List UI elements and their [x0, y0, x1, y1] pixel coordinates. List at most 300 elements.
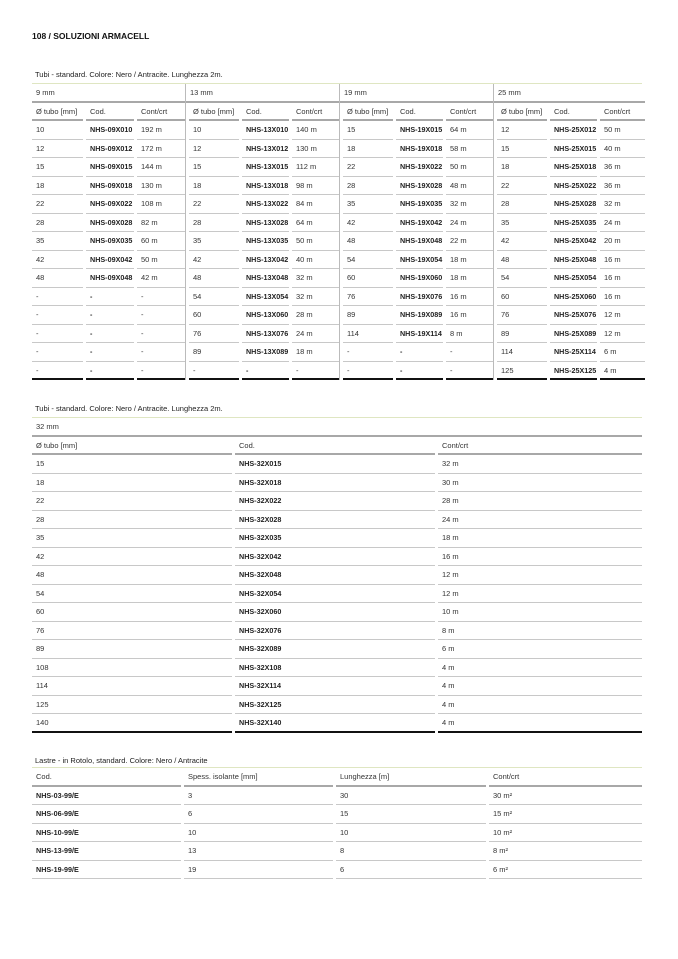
- table-cell: 18 m: [292, 343, 339, 362]
- table-cell: 35: [189, 232, 239, 251]
- table-row: [340, 251, 493, 270]
- table-row: [494, 362, 645, 381]
- table-cell: -: [446, 362, 493, 381]
- table-row: [32, 714, 642, 733]
- table-cell: 19: [184, 861, 333, 880]
- table-cell: Cont/crt: [137, 103, 185, 122]
- table-cell: 6 m²: [489, 861, 642, 880]
- table-cell: 8 m: [446, 325, 493, 344]
- table-cell: NHS-32X125: [235, 696, 435, 715]
- table-cell: 89: [32, 640, 232, 659]
- table-cell: NHS-25X048: [550, 251, 597, 270]
- table-cell: 125: [497, 362, 547, 381]
- table-cell: 4 m: [438, 659, 642, 678]
- table3-title: Lastre - in Rotolo, standard. Colore: Nero / Antracite: [35, 756, 208, 765]
- table-cell: 4 m: [438, 677, 642, 696]
- table-cell: 89: [189, 343, 239, 362]
- table-row: [494, 195, 645, 214]
- table-cell: 76: [343, 288, 393, 307]
- group-header: 19 mm: [340, 84, 493, 103]
- table-cell: NHS-32X018: [235, 474, 435, 493]
- table-cell: 35: [32, 232, 83, 251]
- table-cell: 112 m: [292, 158, 339, 177]
- table-row: [340, 158, 493, 177]
- table-cell: 172 m: [137, 140, 185, 159]
- table-cell: 28 m: [292, 306, 339, 325]
- table-cell: 42 m: [137, 269, 185, 288]
- table-row: [32, 177, 185, 196]
- table-cell: NHS-25X125: [550, 362, 597, 381]
- table-cell: 48 m: [446, 177, 493, 196]
- column-group: [32, 84, 185, 380]
- table-cell: NHS-25X035: [550, 214, 597, 233]
- table-cell: 30: [336, 787, 486, 806]
- table-cell: NHS-19X018: [396, 140, 443, 159]
- table-cell: NHS-32X060: [235, 603, 435, 622]
- table-row: [186, 103, 339, 122]
- table-row: [32, 768, 642, 787]
- table-row: [32, 640, 642, 659]
- group-header: 32 mm: [32, 418, 642, 437]
- table-cell: 108 m: [137, 195, 185, 214]
- table-cell: 20 m: [600, 232, 645, 251]
- table-cell: 28: [32, 511, 232, 530]
- table-row: [32, 306, 185, 325]
- table-cell: -: [137, 306, 185, 325]
- table-row: [32, 842, 642, 861]
- table-cell: 18: [32, 474, 232, 493]
- table-cell: -: [32, 288, 83, 307]
- table-cell: NHS-25X018: [550, 158, 597, 177]
- group-header: 13 mm: [186, 84, 339, 103]
- table-cell: 48: [189, 269, 239, 288]
- table-cell: 18 m: [446, 269, 493, 288]
- table-cell: 42: [189, 251, 239, 270]
- table-row: [32, 251, 185, 270]
- table-cell: -: [86, 306, 134, 325]
- table-row: [32, 362, 185, 381]
- table-row: [340, 306, 493, 325]
- column-group: [339, 84, 493, 380]
- table-row: [186, 158, 339, 177]
- table-row: [32, 214, 185, 233]
- table-cell: NHS-09X012: [86, 140, 134, 159]
- table-row: [32, 787, 642, 806]
- table-row: [186, 177, 339, 196]
- table-cell: 108: [32, 659, 232, 678]
- table3: [32, 768, 642, 879]
- table-cell: 15 m²: [489, 805, 642, 824]
- table-cell: 50 m: [137, 251, 185, 270]
- table-cell: NHS-13X035: [242, 232, 289, 251]
- table-cell: 82 m: [137, 214, 185, 233]
- table-cell: 50 m: [446, 158, 493, 177]
- table-cell: 35: [497, 214, 547, 233]
- table-cell: 4 m: [438, 696, 642, 715]
- table-row: [186, 269, 339, 288]
- table-cell: NHS-09X018: [86, 177, 134, 196]
- table-cell: 15: [189, 158, 239, 177]
- table-row: [340, 214, 493, 233]
- table-row: [186, 343, 339, 362]
- table-cell: 6 m: [600, 343, 645, 362]
- table-cell: 18: [32, 177, 83, 196]
- table-cell: NHS-13X022: [242, 195, 289, 214]
- table-row: [186, 325, 339, 344]
- table-cell: NHS-19X054: [396, 251, 443, 270]
- table-row: [32, 121, 185, 140]
- table-cell: 48: [343, 232, 393, 251]
- table-row: [494, 177, 645, 196]
- table-row: [186, 232, 339, 251]
- table-cell: 15: [336, 805, 486, 824]
- table-row: [32, 529, 642, 548]
- table-cell: -: [86, 362, 134, 381]
- table-row: [494, 140, 645, 159]
- table-cell: NHS-13X048: [242, 269, 289, 288]
- table-cell: NHS-19X060: [396, 269, 443, 288]
- table-cell: NHS-25X114: [550, 343, 597, 362]
- table-cell: 35: [32, 529, 232, 548]
- table-row: [32, 437, 642, 456]
- table-cell: NHS-19X022: [396, 158, 443, 177]
- column-group: [185, 84, 339, 380]
- table-row: [494, 158, 645, 177]
- table-cell: NHS-25X022: [550, 177, 597, 196]
- table-row: [186, 214, 339, 233]
- table2: [32, 418, 642, 733]
- table-cell: 10: [189, 121, 239, 140]
- table-cell: 6: [184, 805, 333, 824]
- table-cell: -: [292, 362, 339, 381]
- table-cell: NHS-06-99/E: [32, 805, 181, 824]
- table-cell: NHS-19X048: [396, 232, 443, 251]
- page-header: 108 / SOLUZIONI ARMACELL: [32, 31, 150, 41]
- table-row: [494, 232, 645, 251]
- table-row: [340, 269, 493, 288]
- table-cell: 22: [189, 195, 239, 214]
- table-cell: 18 m: [438, 529, 642, 548]
- table-cell: 12 m: [600, 325, 645, 344]
- table-cell: 24 m: [446, 214, 493, 233]
- table-cell: NHS-13X076: [242, 325, 289, 344]
- table-row: [186, 306, 339, 325]
- table-cell: 28: [497, 195, 547, 214]
- table-cell: NHS-25X060: [550, 288, 597, 307]
- table-cell: 4 m: [438, 714, 642, 733]
- table-cell: Lunghezza [m]: [336, 768, 486, 787]
- table-cell: 40 m: [600, 140, 645, 159]
- table-cell: 28 m: [438, 492, 642, 511]
- table-row: [32, 548, 642, 567]
- table-cell: -: [32, 362, 83, 381]
- table-row: [494, 325, 645, 344]
- table-cell: -: [86, 343, 134, 362]
- table-row: [186, 288, 339, 307]
- table-cell: -: [137, 288, 185, 307]
- table-cell: 12: [32, 140, 83, 159]
- table2-title: Tubi - standard. Colore: Nero / Antracite. Lunghezza 2m.: [35, 404, 223, 413]
- table-row: [32, 140, 185, 159]
- table-cell: 130 m: [137, 177, 185, 196]
- table-cell: NHS-25X054: [550, 269, 597, 288]
- table-cell: NHS-25X028: [550, 195, 597, 214]
- table-cell: -: [32, 325, 83, 344]
- table-cell: 98 m: [292, 177, 339, 196]
- table-cell: NHS-32X015: [235, 455, 435, 474]
- table-cell: 3: [184, 787, 333, 806]
- table-row: [186, 362, 339, 381]
- table-cell: 22 m: [446, 232, 493, 251]
- table-cell: Cod.: [550, 103, 597, 122]
- table-cell: NHS-09X015: [86, 158, 134, 177]
- table-cell: 60: [32, 603, 232, 622]
- table-cell: Cont/crt: [292, 103, 339, 122]
- table-cell: 54: [189, 288, 239, 307]
- table-cell: 24 m: [438, 511, 642, 530]
- table-row: [32, 805, 642, 824]
- table-cell: Cod.: [32, 768, 181, 787]
- table-cell: 76: [189, 325, 239, 344]
- table-row: [32, 861, 642, 880]
- table-cell: 32 m: [600, 195, 645, 214]
- table-cell: -: [86, 288, 134, 307]
- table-cell: NHS-32X089: [235, 640, 435, 659]
- table-cell: -: [343, 343, 393, 362]
- table-cell: NHS-32X022: [235, 492, 435, 511]
- table-cell: 12 m: [438, 566, 642, 585]
- table-row: [32, 566, 642, 585]
- table-cell: 64 m: [292, 214, 339, 233]
- table-cell: -: [137, 343, 185, 362]
- table-cell: 48: [32, 566, 232, 585]
- table-cell: NHS-13X018: [242, 177, 289, 196]
- table-row: [32, 474, 642, 493]
- table-cell: 10: [336, 824, 486, 843]
- table-cell: 114: [497, 343, 547, 362]
- table-row: [32, 158, 185, 177]
- table-cell: 42: [343, 214, 393, 233]
- table-row: [494, 214, 645, 233]
- table-cell: -: [32, 306, 83, 325]
- table-cell: 48: [497, 251, 547, 270]
- table-cell: 18 m: [446, 251, 493, 270]
- table-cell: 64 m: [446, 121, 493, 140]
- table-cell: -: [86, 325, 134, 344]
- table-cell: 54: [343, 251, 393, 270]
- table-cell: Cont/crt: [438, 437, 642, 456]
- table-cell: -: [396, 343, 443, 362]
- table-cell: NHS-10-99/E: [32, 824, 181, 843]
- table-row: [494, 306, 645, 325]
- table-cell: 15: [32, 455, 232, 474]
- table-cell: 4 m: [600, 362, 645, 381]
- table1: [32, 84, 642, 380]
- table-cell: 60 m: [137, 232, 185, 251]
- table-cell: 18: [497, 158, 547, 177]
- table-row: [340, 325, 493, 344]
- table-cell: 16 m: [600, 288, 645, 307]
- table-cell: 16 m: [600, 251, 645, 270]
- table-row: [32, 585, 642, 604]
- table-cell: NHS-25X042: [550, 232, 597, 251]
- table-cell: Cont/crt: [446, 103, 493, 122]
- table-cell: Cod.: [396, 103, 443, 122]
- table-row: [32, 195, 185, 214]
- table-cell: Cont/crt: [489, 768, 642, 787]
- table-cell: NHS-09X035: [86, 232, 134, 251]
- table-cell: Cont/crt: [600, 103, 645, 122]
- table-cell: 24 m: [600, 214, 645, 233]
- table-cell: 125: [32, 696, 232, 715]
- table-cell: 15: [343, 121, 393, 140]
- table-row: [494, 251, 645, 270]
- table-cell: 32 m: [446, 195, 493, 214]
- table-cell: 13: [184, 842, 333, 861]
- table-row: [340, 232, 493, 251]
- table-row: [340, 195, 493, 214]
- table1-title: Tubi - standard. Colore: Nero / Antracite. Lunghezza 2m.: [35, 70, 223, 79]
- table-cell: NHS-13X054: [242, 288, 289, 307]
- table-cell: 12 m: [438, 585, 642, 604]
- table-row: [340, 362, 493, 381]
- table-cell: NHS-32X054: [235, 585, 435, 604]
- table-cell: 18: [343, 140, 393, 159]
- table-cell: -: [396, 362, 443, 381]
- table-cell: 30 m²: [489, 787, 642, 806]
- table-cell: NHS-19X042: [396, 214, 443, 233]
- table-cell: 6 m: [438, 640, 642, 659]
- table-row: [494, 343, 645, 362]
- table-cell: NHS-25X012: [550, 121, 597, 140]
- table-cell: 54: [32, 585, 232, 604]
- table-cell: 76: [32, 622, 232, 641]
- table-cell: 22: [32, 492, 232, 511]
- table-cell: 50 m: [600, 121, 645, 140]
- table-cell: 76: [497, 306, 547, 325]
- table-cell: 42: [32, 548, 232, 567]
- table-row: [340, 177, 493, 196]
- table-cell: 84 m: [292, 195, 339, 214]
- table-cell: -: [189, 362, 239, 381]
- table-row: [186, 121, 339, 140]
- group-header: 25 mm: [494, 84, 645, 103]
- table-cell: Spess. isolante [mm]: [184, 768, 333, 787]
- table-cell: 16 m: [600, 269, 645, 288]
- table-row: [340, 121, 493, 140]
- table-cell: 89: [343, 306, 393, 325]
- table-cell: 22: [32, 195, 83, 214]
- table-cell: NHS-32X042: [235, 548, 435, 567]
- table-cell: 36 m: [600, 177, 645, 196]
- table-cell: NHS-13X012: [242, 140, 289, 159]
- table-cell: 42: [497, 232, 547, 251]
- table-cell: 24 m: [292, 325, 339, 344]
- table-cell: NHS-32X140: [235, 714, 435, 733]
- table-cell: 6: [336, 861, 486, 880]
- table-cell: NHS-25X076: [550, 306, 597, 325]
- table-cell: 10: [32, 121, 83, 140]
- table-row: [186, 140, 339, 159]
- table-cell: NHS-13X010: [242, 121, 289, 140]
- table-cell: NHS-13-99/E: [32, 842, 181, 861]
- table-cell: -: [446, 343, 493, 362]
- table-cell: 10: [184, 824, 333, 843]
- table-row: [32, 343, 185, 362]
- table-cell: 36 m: [600, 158, 645, 177]
- table-cell: Cod.: [235, 437, 435, 456]
- table-row: [32, 659, 642, 678]
- table-row: [32, 603, 642, 622]
- table-row: [32, 824, 642, 843]
- table-cell: NHS-09X010: [86, 121, 134, 140]
- table-row: [32, 696, 642, 715]
- table-cell: NHS-13X028: [242, 214, 289, 233]
- table-cell: NHS-19-99/E: [32, 861, 181, 880]
- table-row: [494, 103, 645, 122]
- table-cell: 18: [189, 177, 239, 196]
- table-cell: 16 m: [438, 548, 642, 567]
- table-cell: 22: [497, 177, 547, 196]
- table-cell: 8 m: [438, 622, 642, 641]
- table-row: [186, 195, 339, 214]
- table-cell: 28: [32, 214, 83, 233]
- table-cell: NHS-25X015: [550, 140, 597, 159]
- table-cell: 58 m: [446, 140, 493, 159]
- table-cell: 114: [343, 325, 393, 344]
- table-cell: -: [242, 362, 289, 381]
- table-row: [32, 103, 185, 122]
- table-cell: 42: [32, 251, 83, 270]
- table-cell: 12 m: [600, 306, 645, 325]
- table-cell: 32 m: [292, 288, 339, 307]
- table-cell: NHS-32X028: [235, 511, 435, 530]
- table-cell: 12: [497, 121, 547, 140]
- table-cell: 60: [343, 269, 393, 288]
- table-cell: NHS-13X060: [242, 306, 289, 325]
- table-cell: 60: [189, 306, 239, 325]
- table-cell: NHS-13X089: [242, 343, 289, 362]
- table-cell: Ø tubo [mm]: [343, 103, 393, 122]
- table-cell: Ø tubo [mm]: [32, 437, 232, 456]
- table-cell: NHS-32X076: [235, 622, 435, 641]
- table-cell: NHS-32X048: [235, 566, 435, 585]
- table-cell: NHS-09X042: [86, 251, 134, 270]
- table-cell: Cod.: [242, 103, 289, 122]
- table-cell: 54: [497, 269, 547, 288]
- table-cell: 130 m: [292, 140, 339, 159]
- table-row: [32, 269, 185, 288]
- table-cell: NHS-09X022: [86, 195, 134, 214]
- table-cell: NHS-13X042: [242, 251, 289, 270]
- table-row: [32, 492, 642, 511]
- table-cell: 16 m: [446, 306, 493, 325]
- table-cell: 40 m: [292, 251, 339, 270]
- table-cell: 114: [32, 677, 232, 696]
- table-row: [494, 121, 645, 140]
- table-row: [32, 622, 642, 641]
- table-cell: 35: [343, 195, 393, 214]
- table-cell: NHS-13X015: [242, 158, 289, 177]
- table-cell: NHS-19X015: [396, 121, 443, 140]
- table-cell: Ø tubo [mm]: [189, 103, 239, 122]
- table-cell: 144 m: [137, 158, 185, 177]
- table-cell: NHS-25X089: [550, 325, 597, 344]
- table-row: [32, 511, 642, 530]
- table-cell: NHS-19X089: [396, 306, 443, 325]
- table-row: [32, 232, 185, 251]
- table-cell: NHS-19X028: [396, 177, 443, 196]
